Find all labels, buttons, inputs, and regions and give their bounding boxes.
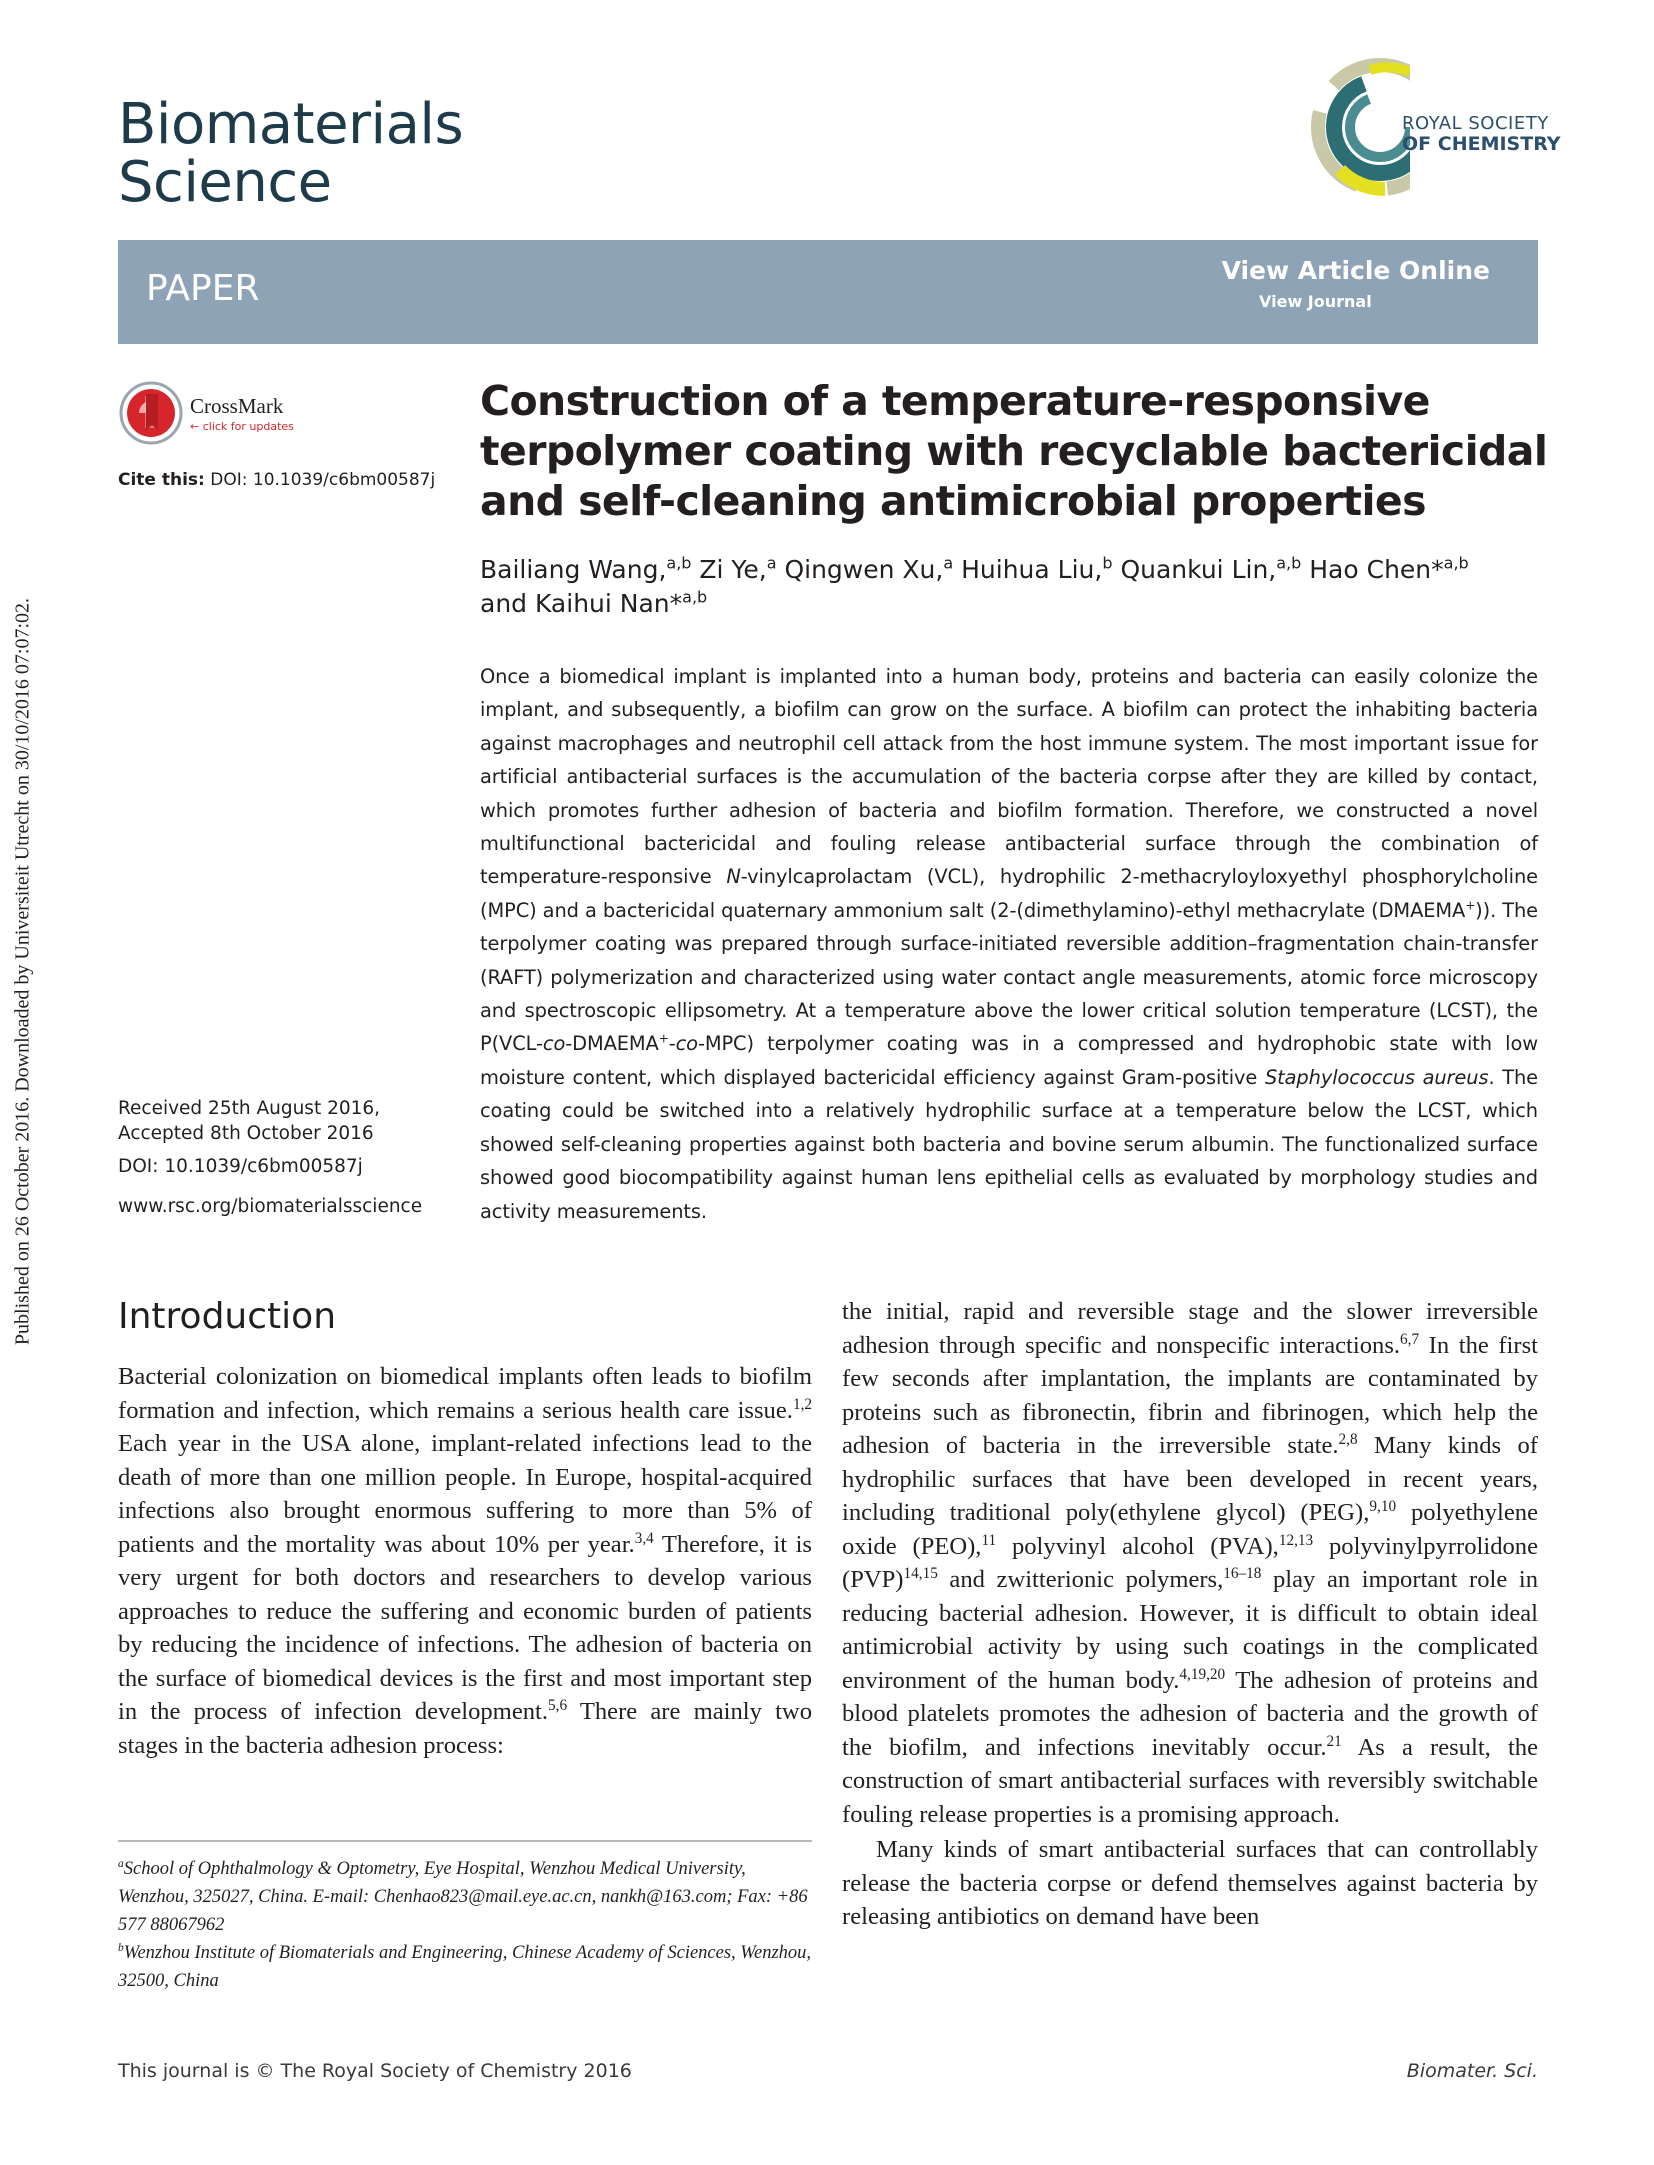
author[interactable]: Zi Ye,$^a$ — [699, 553, 777, 584]
affiliation-b: $^b$Wenzhou Institute of Biomaterials and Engineering, Chinese Academy of Sciences, Wenzhou, 32500, China — [118, 1941, 812, 1991]
reference-link[interactable]: 5,6 — [548, 1696, 568, 1714]
author[interactable]: Huihua Liu,$^b$ — [961, 553, 1113, 584]
reference-link[interactable]: 14,15 — [903, 1564, 938, 1582]
accepted-date: Accepted 8th October 2016 — [118, 1123, 374, 1144]
affiliation-footnotes — [118, 1855, 812, 1995]
crossmark-title: CrossMark — [190, 394, 284, 418]
journal-name[interactable] — [118, 92, 464, 215]
author-list — [480, 553, 1560, 621]
paragraph: the initial, rapid and reversible stage and the slower irreversible adhesion through specific and nonspecific interactions.$^{6,7}$ In the first few seconds after implantation, the implants are contaminated by proteins such as fibronectin, fibrin and fibrinogen, which help the adhesion of bacteria in the irreversible state.$^{2,8}$ Many kinds of hydrophilic surfaces that have been developed in recent years, including traditional poly(ethylene glycol) (PEG),$^{9,10}$ polyethylene oxide (PEO),$^{11}$ polyvinyl alcohol (PVA),$^{12,13}$ polyvinylpyrrolidone (PVP)$^{14,15}$ and zwitterionic polymers,$^{16-18}$ play an important role in reducing bacterial adhesion. However, it is difficult to obtain ideal antimicrobial activity by using such coatings in the complicated environment of the human body.$^{4,19,20}$ The adhesion of proteins and blood platelets promotes the adhesion of bacteria and the growth of the biofilm, and infections inevitably occur.$^{21}$ As a result, the construction of smart antibacterial surfaces with reversibly switchable fouling release properties is a promising approach. — [842, 1298, 1539, 1828]
author[interactable]: Quankui Lin,$^{a,b}$ — [1120, 553, 1302, 584]
arrow-left-icon: ← — [190, 420, 200, 433]
doi[interactable]: DOI: 10.1039/c6bm00587j — [118, 1156, 363, 1177]
received-date: Received 25th August 2016, — [118, 1098, 381, 1119]
body-column-left: Bacterial colonization on biomedical implants often leads to biofilm formation and infection, which remains a serious health care issue.$^{1,2}$ Each year in the USA alone, implant-related infections lead to the death of more than one million people. In Europe, hospital-acquired infections also brought enormous suffering to more than 5% of patients and the mortality was about 10% per year.$^{3,4}$ Therefore, it is very urgent for both doctors and researchers to develop various approaches to reduce the suffering and economic burden of patients by reducing the incidence of infections. The adhesion of bacteria on the surface of biomedical devices is the first and most important step in the process of infection development.$^{5,6}$ There are mainly two stages in the bacteria adhesion process: — [118, 1363, 812, 1759]
body-column-right — [842, 1295, 1538, 1934]
article-type: PAPER — [146, 268, 260, 309]
crossmark-icon — [118, 380, 184, 446]
crossmark-subtitle: ← click for updates — [190, 420, 294, 433]
cite-this — [118, 470, 435, 490]
journal-name-line2: Science — [118, 150, 332, 215]
article-dates — [118, 1096, 380, 1146]
rsc-c-icon — [1310, 52, 1410, 202]
reference-link[interactable]: 1,2 — [792, 1395, 812, 1413]
section-heading: Introduction — [118, 1296, 337, 1337]
rsc-logo[interactable] — [1310, 52, 1570, 202]
affiliation-a: $^a$School of Ophthalmology & Optometry, Eye Hospital, Wenzhou Medical University, Wenzhou, 325027, China. E-mail: Chenhao823@mail.eye.ac.cn, nankh@163.com; Fax: +86 577 88067962 — [118, 1857, 808, 1935]
reference-link[interactable]: 12,13 — [1278, 1531, 1314, 1549]
reference-link[interactable]: 21 — [1326, 1732, 1342, 1750]
rsc-logo-line1: ROYAL SOCIETY — [1402, 113, 1549, 134]
footnote-divider — [118, 1840, 812, 1842]
author[interactable]: Qingwen Xu,$^a$ — [784, 553, 954, 584]
journal-website-link[interactable]: www.rsc.org/biomaterialsscience — [118, 1196, 423, 1217]
journal-name-line1: Biomaterials — [118, 92, 464, 157]
crossmark-badge[interactable] — [118, 380, 348, 448]
reference-link[interactable]: 11 — [981, 1531, 997, 1549]
reference-link[interactable]: 3,4 — [634, 1529, 654, 1547]
view-article-online-link[interactable]: View Article Online — [1221, 256, 1490, 285]
paragraph: Many kinds of smart antibacterial surfaces that can controllably release the bacteria corpse or defend themselves against bacteria by releasing antibiotics on demand have been — [842, 1836, 1538, 1930]
author[interactable]: Bailiang Wang,$^{a,b}$ — [480, 553, 692, 584]
journal-abbrev-footer: Biomater. Sci. — [1406, 2060, 1538, 2082]
reference-link[interactable]: 2,8 — [1338, 1430, 1358, 1448]
rsc-logo-line2: OF CHEMISTRY — [1402, 133, 1561, 155]
download-note: Published on 26 October 2016. Downloaded by Universiteit Utrecht on 30/10/2016 07:07:02. — [11, 597, 34, 1346]
article-banner — [118, 240, 1538, 344]
reference-link[interactable]: 4,19,20 — [1179, 1665, 1226, 1683]
reference-link[interactable]: 6,7 — [1400, 1330, 1420, 1348]
author[interactable]: Hao Chen*$^{a,b}$ — [1309, 553, 1469, 584]
copyright-footer: This journal is © The Royal Society of Chemistry 2016 — [118, 2060, 632, 2082]
abstract: Once a biomedical implant is implanted into a human body, proteins and bacteria can easily colonize the implant, and subsequently, a biofilm can grow on the surface. A biofilm can protect the inhabiting bacteria against macrophages and neutrophil cell attack from the host immune system. The most important issue for artificial antibacterial surfaces is the accumulation of the bacteria corpse after they are killed by contact, which promotes further adhesion of bacteria and biofilm formation. Therefore, we constructed a novel multifunctional bactericidal and fouling release antibacterial surface through the combination of temperature-responsive N-vinylcaprolactam (VCL), hydrophilic 2-methacryloyloxyethyl phosphorylcholine (MPC) and a bactericidal quaternary ammonium salt (2-(dimethylamino)-ethyl methacrylate (DMAEMA+)). The terpolymer coating was prepared through surface-initiated reversible addition–fragmentation chain-transfer (RAFT) polymerization and characterized using water contact angle measurements, atomic force microscopy and spectroscopic ellipsometry. At a temperature above the lower critical solution temperature (LCST), the P(VCL-co-DMAEMA+-co-MPC) terpolymer coating was in a compressed and hydrophobic state with low moisture content, which displayed bactericidal efficiency against Gram-positive Staphylococcus aureus. The coating could be switched into a relatively hydrophilic surface at a temperature below the LCST, which showed self-cleaning properties against both bacteria and bovine serum albumin. The functionalized surface showed good biocompatibility against human lens epithelial cells as evaluated by morphology studies and activity measurements. — [480, 665, 1539, 1223]
reference-link[interactable]: 16–18 — [1223, 1564, 1262, 1582]
view-journal-link[interactable]: View Journal — [1259, 292, 1372, 311]
article-title: Construction of a temperature-responsive terpolymer coating with recyclable bactericidal and self-cleaning antimicrobial properties — [480, 377, 1548, 525]
cite-label: Cite this: — [118, 470, 205, 490]
reference-link[interactable]: 9,10 — [1369, 1497, 1397, 1515]
author[interactable]: and Kaihui Nan*$^{a,b}$ — [480, 587, 708, 618]
cite-doi[interactable]: DOI: 10.1039/c6bm00587j — [210, 470, 436, 490]
